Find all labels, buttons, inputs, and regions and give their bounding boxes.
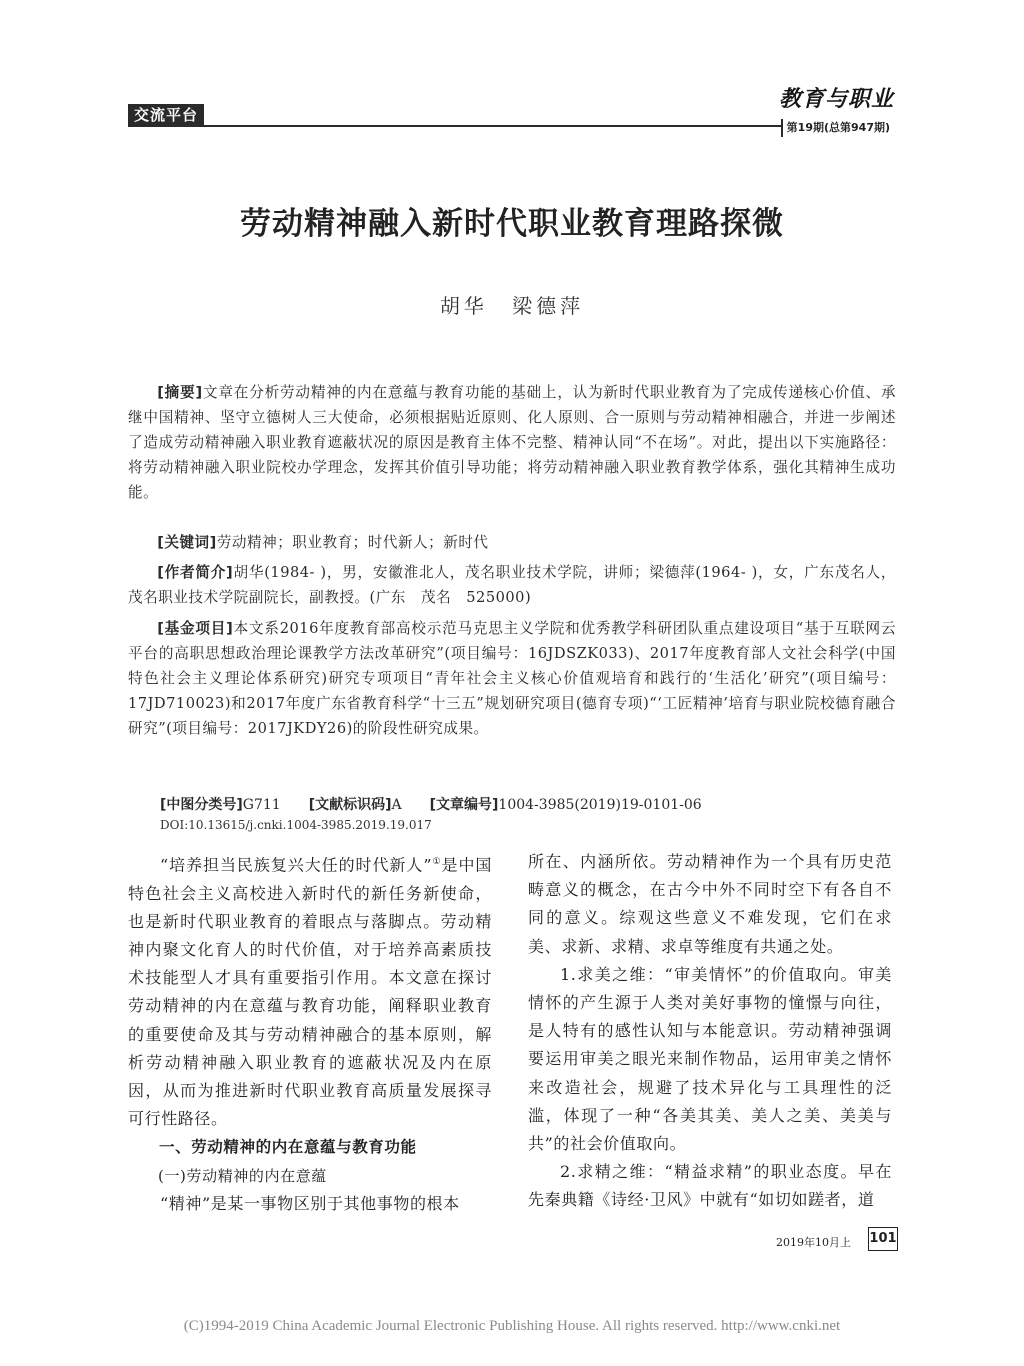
body-paragraph: 2.求精之维：“精益求精”的职业态度。早在先秦典籍《诗经·卫风》中就有“如切如蹉者，道 [528,1162,892,1210]
author-intro-text: 胡华(1984- )，男，安徽淮北人，茂名职业技术学院，讲师；梁德萍(1964- )，女，广东茂名人，茂名职业技术学院副院长，副教授。(广东 茂名 525000) [128,564,897,606]
body-paragraph: 所在、内涵所依。劳动精神作为一个具有历史范畴意义的概念，在古今中外不同时空下有各自不同的意义。综观这些意义不难发现，它们在求美、求新、求精、求卓等维度有共通之处。 [528,852,892,956]
author-intro-label: [作者简介] [157,564,234,581]
fund-label: [基金项目] [157,620,234,637]
article-no-field [430,794,702,814]
header-rule [128,125,890,127]
issue-label: 第19期(总第947期) [781,119,894,137]
footnote-ref: ① [432,857,442,867]
body-paragraph: “精神”是某一事物区别于其他事物的根本 [160,1193,460,1213]
doc-code-value: A [391,797,402,813]
subsection-heading: (一)劳动精神的内在意蕴 [158,1166,327,1185]
abstract-label: [摘要] [157,384,203,401]
doc-code-field [309,794,402,814]
body-column-left [128,848,492,1218]
clc-value: G711 [242,797,281,813]
paragraph-text: “培养担当民族复兴大任的时代新人” [160,855,433,875]
copyright-notice: (C)1994-2019 China Academic Journal Electronic Publishing House. All rights reserved. http://www.cnki.net [183,1318,841,1334]
doc-code-label: [文献标识码] [308,797,392,813]
abstract-text: 文章在分析劳动精神的内在意蕴与教育功能的基础上，认为新时代职业教育为了完成传递核心价值、承继中国精神、坚守立德树人三大使命，必须根据贴近原则、化人原则、合一原则与劳动精神相融合，并进一步阐述了造成劳动精神融入职业教育遮蔽状况的原因是教育主体不完整、精神认同“不在场”。对此，提出以下实施路径：将劳动精神融入职业院校办学理念，发挥其价值引导功能；将劳动精神融入职业教育教学体系，强化其精神生成功能。 [128,384,896,501]
doi: DOI:10.13615/j.cnki.1004-3985.2019.19.017 [160,818,432,832]
keywords-text: 劳动精神；职业教育；时代新人；新时代 [216,534,489,551]
page-number: 101 [868,1227,898,1251]
author-intro [128,560,896,610]
keywords [128,530,896,555]
body-column-right [528,848,892,1215]
journal-name: 教育与职业 [778,86,894,112]
article-no-label: [文章编号] [429,797,499,813]
clc-field [160,794,281,814]
paragraph-text: 是中国特色社会主义高校进入新时代的新任务新使命，也是新时代职业教育的着眼点与落脚点。劳动精神内聚文化育人的时代价值，对于培养高素质技术技能型人才具有重要指引作用。本文意在探讨劳动精神的内在意蕴与教育功能，阐释职业教育的重要使命及其与劳动精神融合的基本原则，解析劳动精神融入职业教育的遮蔽状况及内在原因，从而为推进新时代职业教育高质量发展探寻可行性路径。 [128,855,492,1129]
keywords-label: [关键词] [157,534,217,551]
article-no-value: 1004-3985(2019)19-0101-06 [498,797,702,813]
section-tag: 交流平台 [128,104,204,126]
fund-text: 本文系2016年度教育部高校示范马克思主义学院和优秀教学科研团队重点建设项目“基于互联网云平台的高职思想政治理论课教学方法改革研究”(项目编号：16JDSZK033)、2017年度教育部人文社会科学(中国特色社会主义理论体系研究)研究专项项目“青年社会主义核心价值观培育和践行的‘生活化’研究”(项目编号：17JD710023)和2017年度广东省教育科学“十三五”规划研究项目(德育专项)“‘工匠精神’培育与职业院校德育融合研究”(项目编号：2017JKDY26)的阶段性研究成果。 [128,620,896,737]
body-paragraph [128,848,492,1133]
body-paragraph: 1.求美之维：“审美情怀”的价值取向。审美情怀的产生源于人类对美好事物的憧憬与向往，是人特有的感性认知与本能意识。劳动精神强调要运用审美之眼光来制作物品，运用审美之情怀来改造社会，规避了技术异化与工具理性的泛滥，体现了一种“各美其美、美人之美、美美与共”的社会价值取向。 [528,964,892,1154]
classification-line [160,794,900,814]
abstract [128,380,896,505]
clc-label: [中图分类号] [160,797,243,813]
issue-date: 2019年10月上 [776,1236,851,1249]
article-authors: 胡华 梁德萍 [439,294,585,318]
fund-project [128,616,896,741]
section-heading: 一、劳动精神的内在意蕴与教育功能 [159,1138,417,1157]
article-title: 劳动精神融入新时代职业教育理路探微 [240,206,784,242]
